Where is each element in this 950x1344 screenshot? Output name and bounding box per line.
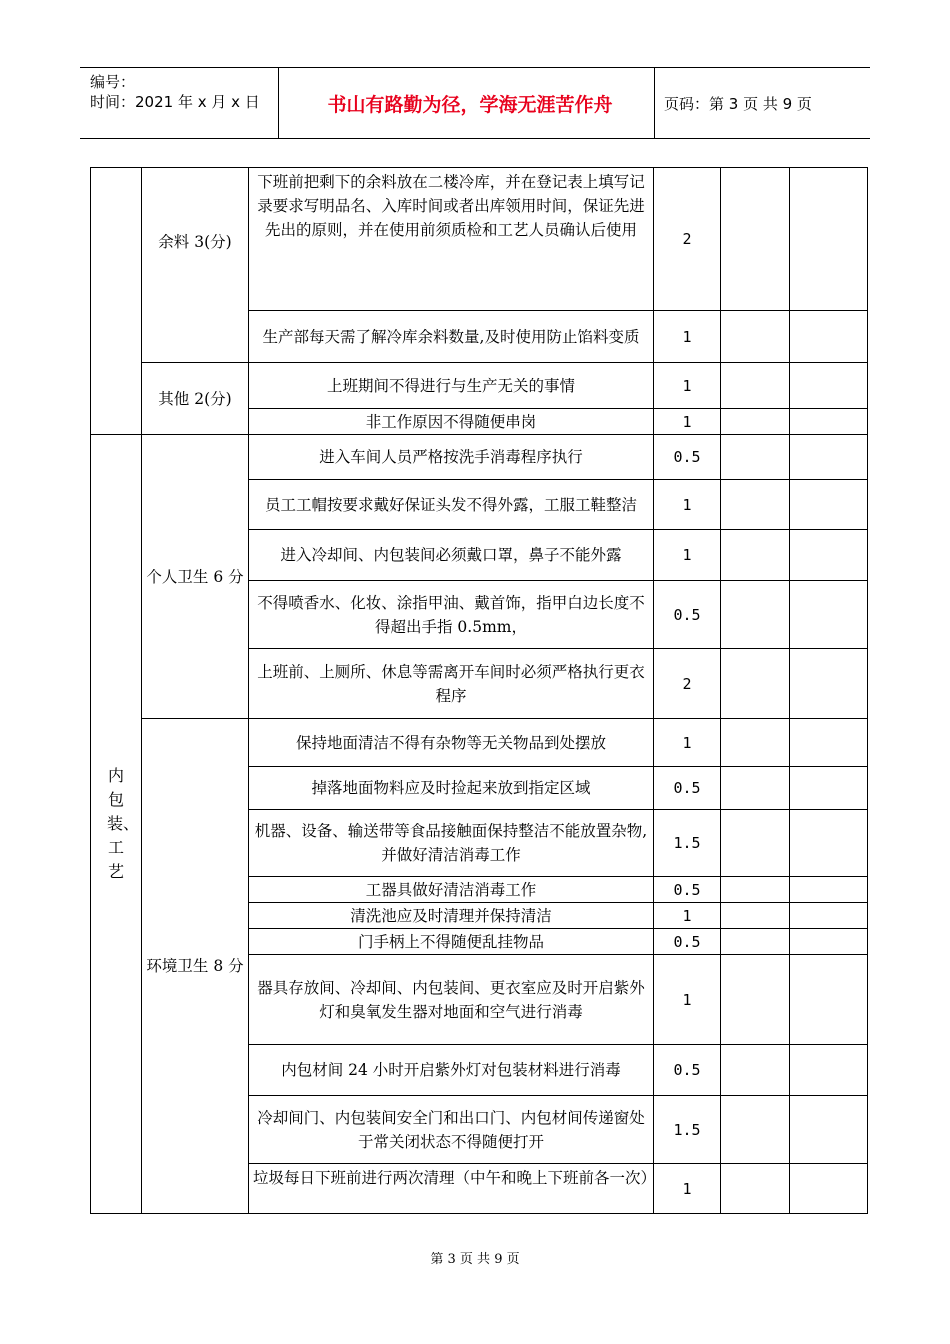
remark-cell: [790, 1096, 868, 1164]
header-motto: 书山有路勤为径，学海无涯苦作舟: [327, 93, 613, 116]
points-cell: 1: [654, 719, 721, 767]
points-cell: 0.5: [654, 877, 721, 903]
points-cell: 1: [654, 1164, 721, 1214]
criterion-cell: 下班前把剩下的余料放在二楼冷库，并在登记表上填写记录要求写明品名、入库时间或者出库领用时间，保证先进先出的原则，并在使用前须质检和工艺人员确认后使用: [249, 168, 654, 311]
score-cell: [721, 719, 790, 767]
criterion-cell: 机器、设备、输送带等食品接触面保持整洁不能放置杂物,并做好清洁消毒工作: [249, 810, 654, 877]
criterion-cell: 上班前、上厕所、休息等需离开车间时必须严格执行更衣程序: [249, 649, 654, 719]
points-cell: 1: [654, 409, 721, 435]
score-cell: [721, 810, 790, 877]
score-cell: [721, 581, 790, 649]
remark-cell: [790, 581, 868, 649]
page-header: [80, 67, 870, 139]
points-cell: 1: [654, 955, 721, 1045]
page-footer: [0, 1248, 950, 1267]
points-cell: 1.5: [654, 1096, 721, 1164]
remark-cell: [790, 409, 868, 435]
score-cell: [721, 530, 790, 581]
header-divider: [278, 68, 279, 138]
table-row: [91, 363, 868, 409]
remark-cell: [790, 311, 868, 363]
inspection-table: [90, 167, 868, 1214]
criterion-cell: 器具存放间、冷却间、内包装间、更衣室应及时开启紫外灯和臭氧发生器对地面和空气进行消毒: [249, 955, 654, 1045]
table-row: [91, 719, 868, 767]
remark-cell: [790, 877, 868, 903]
score-cell: [721, 767, 790, 810]
remark-cell: [790, 955, 868, 1045]
points-cell: 0.5: [654, 581, 721, 649]
criterion-cell: 不得喷香水、化妆、涂指甲油、戴首饰，指甲白边长度不得超出手指 0.5mm，: [249, 581, 654, 649]
score-cell: [721, 1096, 790, 1164]
score-cell: [721, 929, 790, 955]
remark-cell: [790, 810, 868, 877]
points-cell: 0.5: [654, 435, 721, 480]
remark-cell: [790, 929, 868, 955]
category-cell: [91, 168, 142, 435]
table-row: [91, 435, 868, 480]
subcategory-cell: 余料 3(分): [142, 168, 249, 363]
points-cell: 0.5: [654, 767, 721, 810]
criterion-cell: 保持地面清洁不得有杂物等无关物品到处摆放: [249, 719, 654, 767]
criterion-cell: 垃圾每日下班前进行两次清理（中午和晚上下班前各一次）: [249, 1164, 654, 1214]
remark-cell: [790, 1045, 868, 1096]
points-cell: 2: [654, 168, 721, 311]
remark-cell: [790, 903, 868, 929]
remark-cell: [790, 530, 868, 581]
points-cell: 1: [654, 311, 721, 363]
points-cell: 2: [654, 649, 721, 719]
score-cell: [721, 877, 790, 903]
criterion-cell: 员工工帽按要求戴好保证头发不得外露，工服工鞋整洁: [249, 480, 654, 530]
points-cell: 1.5: [654, 810, 721, 877]
footer-page-label: 第 3 页 共 9 页: [430, 1252, 520, 1267]
criterion-cell: 清洗池应及时清理并保持清洁: [249, 903, 654, 929]
score-cell: [721, 1045, 790, 1096]
header-meta: [90, 72, 260, 112]
criterion-cell: 生产部每天需了解冷库余料数量,及时使用防止馅料变质: [249, 311, 654, 363]
remark-cell: [790, 168, 868, 311]
criterion-cell: 工器具做好清洁消毒工作: [249, 877, 654, 903]
remark-cell: [790, 1164, 868, 1214]
criterion-cell: 门手柄上不得随便乱挂物品: [249, 929, 654, 955]
remark-cell: [790, 480, 868, 530]
remark-cell: [790, 363, 868, 409]
score-cell: [721, 435, 790, 480]
remark-cell: [790, 435, 868, 480]
criterion-cell: 进入冷却间、内包装间必须戴口罩，鼻子不能外露: [249, 530, 654, 581]
page-code: 页码：第 3 页 共 9 页: [664, 94, 812, 113]
remark-cell: [790, 649, 868, 719]
subcategory-cell: 个人卫生 6 分: [142, 435, 249, 719]
criterion-cell: 掉落地面物料应及时捡起来放到指定区域: [249, 767, 654, 810]
table-row: [91, 168, 868, 311]
subcategory-cell: 其他 2(分): [142, 363, 249, 435]
score-cell: [721, 168, 790, 311]
criterion-cell: 进入车间人员严格按洗手消毒程序执行: [249, 435, 654, 480]
points-cell: 0.5: [654, 929, 721, 955]
criterion-cell: 上班期间不得进行与生产无关的事情: [249, 363, 654, 409]
time-label: 时间：2021 年 x 月 x 日: [90, 93, 260, 111]
remark-cell: [790, 719, 868, 767]
criterion-cell: 内包材间 24 小时开启紫外灯对包装材料进行消毒: [249, 1045, 654, 1096]
score-cell: [721, 311, 790, 363]
points-cell: 1: [654, 530, 721, 581]
criterion-cell: 冷却间门、内包装间安全门和出口门、内包材间传递窗处于常关闭状态不得随便打开: [249, 1096, 654, 1164]
category-cell: 内包装、工艺: [91, 435, 142, 1214]
criterion-cell: 非工作原因不得随便串岗: [249, 409, 654, 435]
number-label: 编号：: [90, 73, 136, 91]
remark-cell: [790, 767, 868, 810]
points-cell: 0.5: [654, 1045, 721, 1096]
score-cell: [721, 955, 790, 1045]
score-cell: [721, 363, 790, 409]
score-cell: [721, 649, 790, 719]
score-cell: [721, 409, 790, 435]
subcategory-cell: 环境卫生 8 分: [142, 719, 249, 1214]
points-cell: 1: [654, 363, 721, 409]
score-cell: [721, 903, 790, 929]
score-cell: [721, 480, 790, 530]
points-cell: 1: [654, 903, 721, 929]
points-cell: 1: [654, 480, 721, 530]
score-cell: [721, 1164, 790, 1214]
